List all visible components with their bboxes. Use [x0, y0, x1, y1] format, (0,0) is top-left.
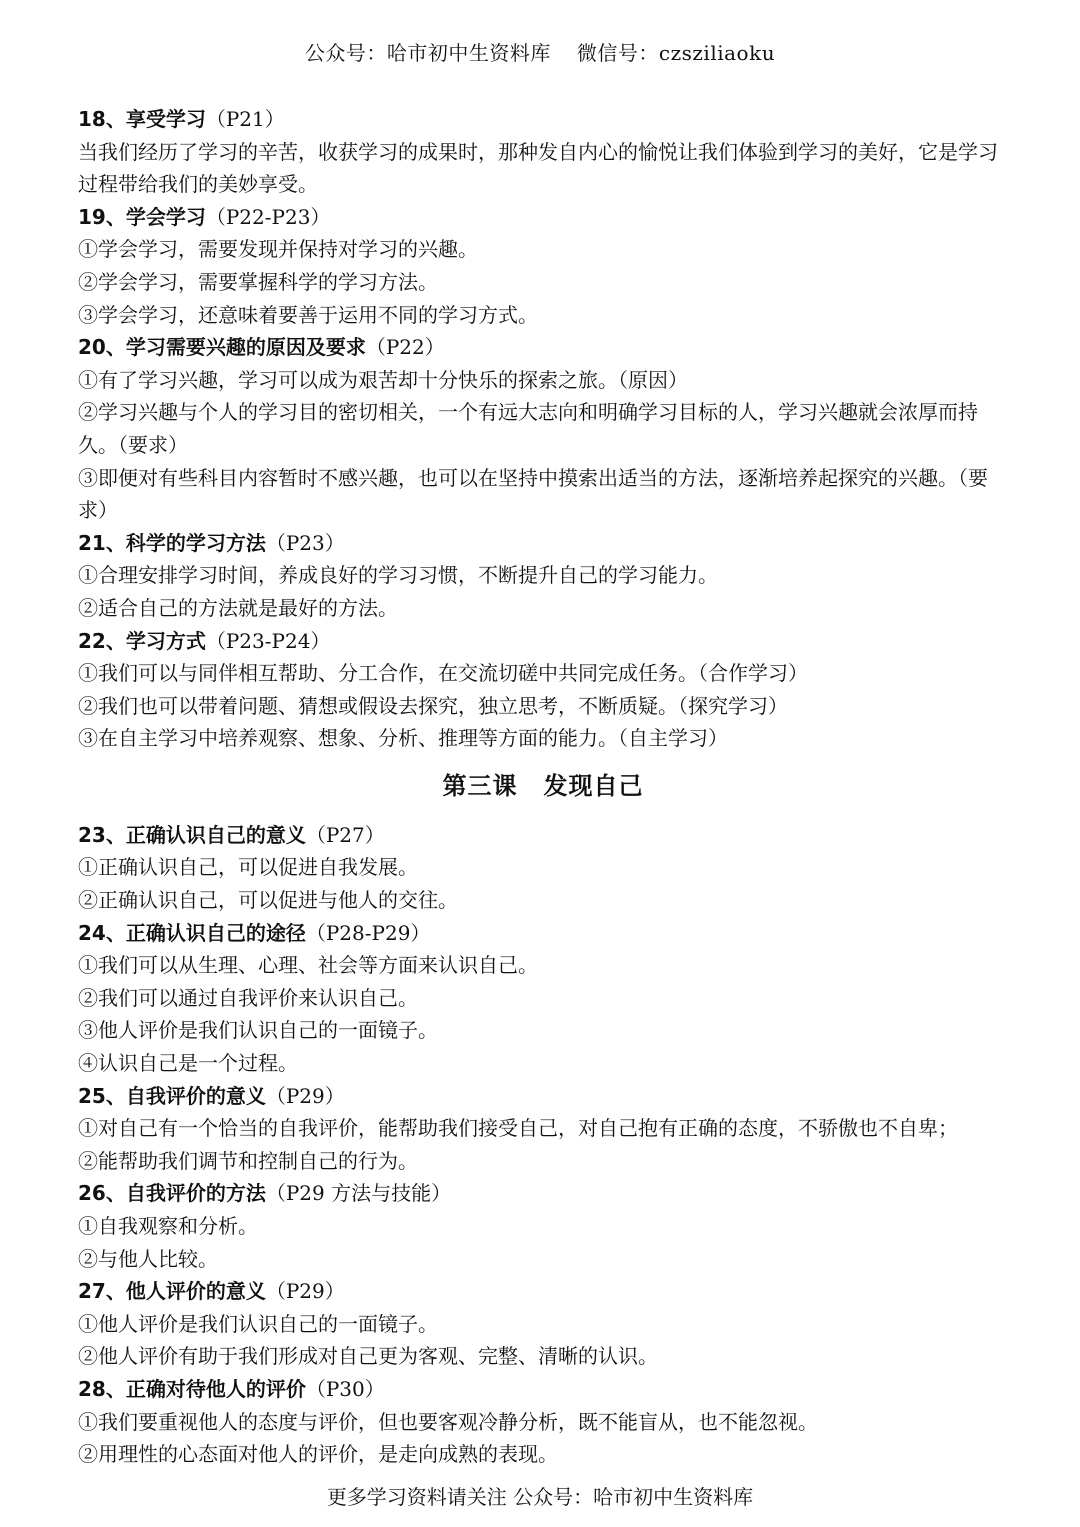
- list-item: ②适合自己的方法就是最好的方法。: [78, 595, 398, 620]
- list-item: ①有了学习兴趣，学习可以成为艰苦却十分快乐的探索之旅。（原因）: [78, 367, 688, 392]
- list-item: ②能帮助我们调节和控制自己的行为。: [78, 1148, 418, 1173]
- list-item: ①我们要重视他人的态度与评价，但也要客观冷静分析，既不能盲从，也不能忽视。: [78, 1409, 818, 1434]
- list-item: ④认识自己是一个过程。: [78, 1051, 298, 1076]
- page-reference: （P28-P29）: [305, 920, 431, 945]
- section-title: 正确对待他人的评价: [125, 1376, 306, 1401]
- list-item: ②我们也可以带着问题、猜想或假设去探究，独立思考，不断质疑。（探究学习）: [78, 693, 788, 718]
- section-heading: 27、他人评价的意义（P29）: [78, 1279, 345, 1304]
- section-title: 学习需要兴趣的原因及要求: [125, 335, 366, 360]
- section-title: 他人评价的意义: [125, 1279, 266, 1304]
- list-item: ②正确认识自己，可以促进与他人的交往。: [78, 888, 458, 913]
- section-heading: 25、自我评价的意义（P29）: [78, 1083, 345, 1108]
- list-item: ②我们可以通过自我评价来认识自己。: [78, 985, 418, 1010]
- section-heading: 24、正确认识自己的途径（P28-P29）: [78, 920, 431, 945]
- header-wechat: 微信号：czsziliaoku: [576, 41, 776, 65]
- page-reference: （P29 方法与技能）: [265, 1181, 452, 1206]
- list-item: ①正确认识自己，可以促进自我发展。: [78, 855, 418, 880]
- header-account: 公众号：哈市初中生资料库: [304, 41, 551, 65]
- list-item: ③他人评价是我们认识自己的一面镜子。: [78, 1018, 438, 1043]
- section-title: 自我评价的意义: [125, 1083, 266, 1108]
- section-title: 科学的学习方法: [125, 530, 266, 555]
- page-footer: 更多学习资料请关注 公众号：哈市初中生资料库: [326, 1485, 754, 1509]
- list-item: ②他人评价有助于我们形成对自己更为客观、完整、清晰的认识。: [78, 1344, 658, 1369]
- section-title: 学会学习: [125, 204, 206, 229]
- list-item: ③学会学习，还意味着要善于运用不同的学习方式。: [78, 302, 538, 327]
- section-heading: 28、正确对待他人的评价（P30）: [78, 1376, 385, 1401]
- section-title: 正确认识自己的途径: [125, 920, 306, 945]
- list-item: ①学会学习，需要发现并保持对学习的兴趣。: [78, 237, 478, 262]
- list-item: ①我们可以与同伴相互帮助、分工合作，在交流切磋中共同完成任务。（合作学习）: [78, 661, 808, 686]
- list-item: ②与他人比较。: [78, 1246, 218, 1271]
- page-reference: （P22-P23）: [205, 204, 331, 229]
- list-item: ②学会学习，需要掌握科学的学习方法。: [78, 269, 438, 294]
- section-heading: 22、学习方式（P23-P24）: [78, 628, 331, 653]
- page-reference: （P23-P24）: [205, 628, 331, 653]
- section-paragraph: 当我们经历了学习的辛苦，收获学习的成果时，那种发自内心的愉悦让我们体验到学习的美好，它是学习过程带给我们的美妙享受。: [78, 139, 998, 197]
- page-reference: （P21）: [205, 107, 285, 131]
- list-item: ①合理安排学习时间，养成良好的学习习惯，不断提升自己的学习能力。: [78, 563, 718, 588]
- lesson-heading: [78, 771, 1008, 801]
- section-heading: 19、学会学习（P22-P23）: [78, 204, 331, 229]
- section-heading: 18、享受学习（P21）: [78, 107, 285, 131]
- section-heading: 21、科学的学习方法（P23）: [78, 530, 345, 555]
- page-reference: （P27）: [305, 822, 385, 847]
- lesson-number: 第三课: [442, 771, 518, 800]
- section-heading: 26、自我评价的方法（P29 方法与技能）: [78, 1181, 452, 1206]
- page-reference: （P29）: [265, 1279, 345, 1304]
- section-title: 自我评价的方法: [125, 1181, 266, 1206]
- page-reference: （P29）: [265, 1083, 345, 1108]
- list-item: ②用理性的心态面对他人的评价，是走向成熟的表现。: [78, 1442, 558, 1467]
- list-item: ①自我观察和分析。: [78, 1214, 258, 1238]
- list-item: ①对自己有一个恰当的自我评价，能帮助我们接受自己，对自己抱有正确的态度，不骄傲也不自卑；: [78, 1116, 958, 1141]
- section-title: 学习方式: [125, 628, 206, 653]
- section-heading: 20、学习需要兴趣的原因及要求（P22）: [78, 335, 445, 360]
- lesson-name: 发现自己: [543, 771, 644, 800]
- list-item: ①我们可以从生理、心理、社会等方面来认识自己。: [78, 953, 538, 978]
- list-item: ③在自主学习中培养观察、想象、分析、推理等方面的能力。（自主学习）: [78, 726, 728, 751]
- page-reference: （P23）: [265, 530, 345, 555]
- page-header: [0, 38, 1080, 68]
- list-item: ③即便对有些科目内容暂时不感兴趣，也可以在坚持中摸索出适当的方法，逐渐培养起探究的兴趣。（要求）: [78, 465, 988, 523]
- page-reference: （P30）: [305, 1376, 385, 1401]
- list-item: ②学习兴趣与个人的学习目的密切相关，一个有远大志向和明确学习目标的人，学习兴趣就会浓厚而持久。（要求）: [78, 400, 978, 457]
- section-title: 正确认识自己的意义: [125, 822, 306, 847]
- section-title: 享受学习: [125, 107, 206, 131]
- page-reference: （P22）: [365, 335, 445, 360]
- section-heading: 23、正确认识自己的意义（P27）: [78, 822, 385, 847]
- list-item: ①他人评价是我们认识自己的一面镜子。: [78, 1311, 438, 1336]
- notes-content: [78, 103, 1008, 1471]
